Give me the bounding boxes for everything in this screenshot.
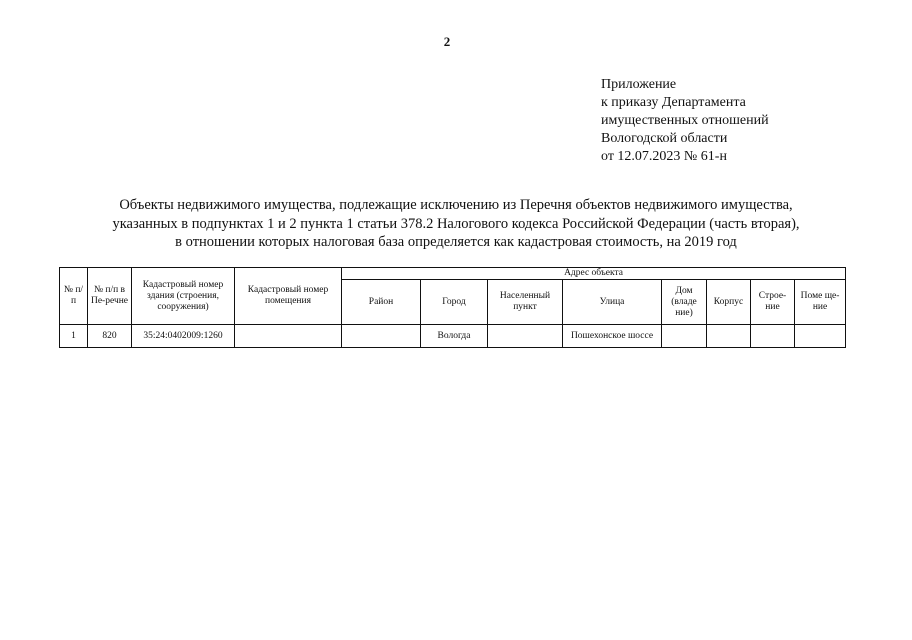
cell-settlement bbox=[488, 325, 563, 348]
cell-list-num: 820 bbox=[88, 325, 132, 348]
header-room-cadastral: Кадастровый номер помещения bbox=[235, 268, 342, 325]
cell-street: Пошехонское шоссе bbox=[563, 325, 662, 348]
cell-city: Вологда bbox=[421, 325, 488, 348]
document-title bbox=[70, 196, 842, 252]
appendix-line: Вологодской области bbox=[601, 131, 728, 146]
cell-num: 1 bbox=[60, 325, 88, 348]
header-num: № п/п bbox=[60, 268, 88, 325]
title-line: указанных в подпунктах 1 и 2 пункта 1 статьи 378.2 Налогового кодекса Российской Федерации (часть вторая), bbox=[112, 215, 800, 232]
header-building-cadastral: Кадастровый номер здания (строения, сооружения) bbox=[132, 268, 235, 325]
appendix-block bbox=[601, 76, 769, 166]
header-city: Город bbox=[421, 280, 488, 325]
page-number: 2 bbox=[443, 34, 451, 49]
table-row bbox=[60, 325, 846, 348]
cell-district bbox=[342, 325, 421, 348]
appendix-line: от 12.07.2023 № 61-н bbox=[601, 149, 727, 164]
header-street: Улица bbox=[563, 280, 662, 325]
header-house: Дом (владе ние) bbox=[662, 280, 707, 325]
cell-pomeshchenie bbox=[795, 325, 846, 348]
cell-building-cadastral: 35:24:0402009:1260 bbox=[132, 325, 235, 348]
header-settlement: Населенный пункт bbox=[488, 280, 563, 325]
header-district: Район bbox=[342, 280, 421, 325]
cell-korpus bbox=[707, 325, 751, 348]
header-pomeshchenie: Поме ще-ние bbox=[795, 280, 846, 325]
header-stroenie: Строе-ние bbox=[751, 280, 795, 325]
cell-house bbox=[662, 325, 707, 348]
title-line: Объекты недвижимого имущества, подлежащие исключению из Перечня объектов недвижимого имущества, bbox=[119, 197, 793, 213]
header-list-num: № п/п в Пе-речне bbox=[88, 268, 132, 325]
header-korpus: Корпус bbox=[707, 280, 751, 325]
header-address-group: Адрес объекта bbox=[342, 268, 846, 280]
appendix-line: к приказу Департамента bbox=[601, 95, 746, 110]
appendix-line: имущественных отношений bbox=[601, 113, 769, 128]
cell-room-cadastral bbox=[235, 325, 342, 348]
cell-stroenie bbox=[751, 325, 795, 348]
title-line: в отношении которых налоговая база определяется как кадастровая стоимость, на 2019 год bbox=[175, 234, 737, 250]
appendix-line: Приложение bbox=[601, 77, 677, 92]
table-header-row bbox=[60, 268, 846, 280]
objects-table bbox=[59, 267, 846, 348]
